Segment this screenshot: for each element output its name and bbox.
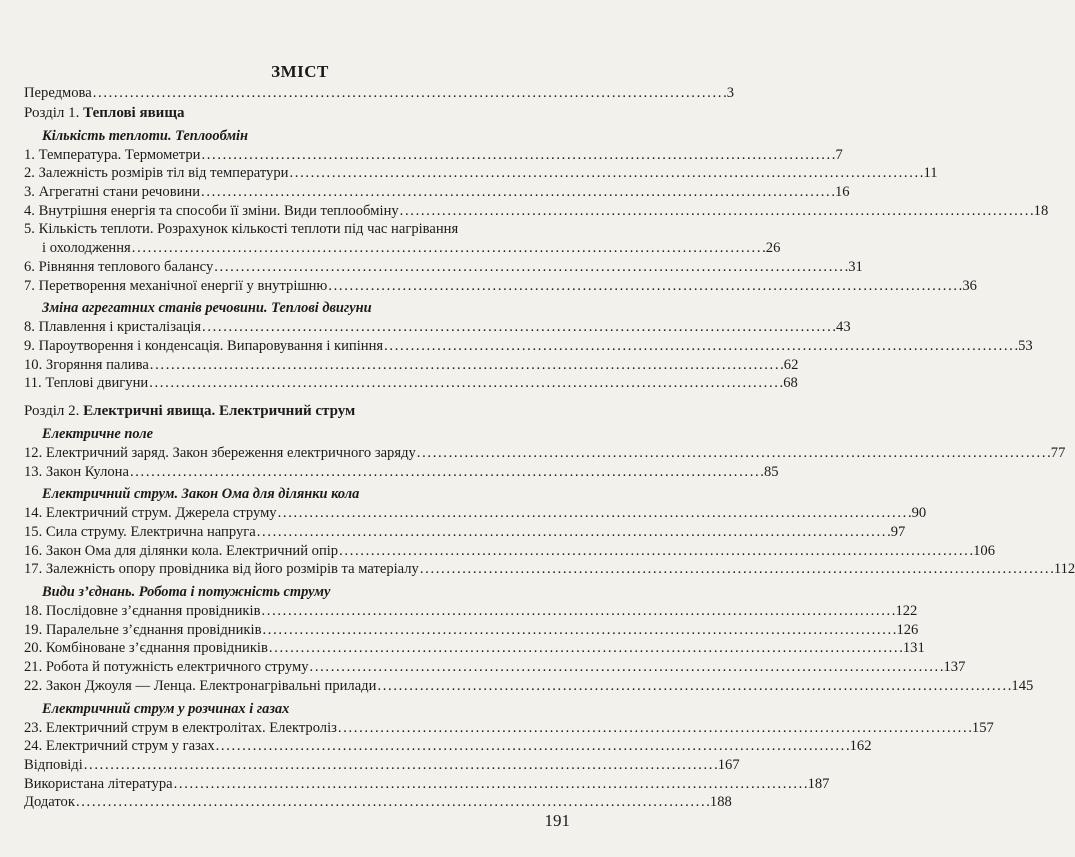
- toc-entry-label: 18. Послідовне з’єднання провідників: [24, 603, 261, 620]
- toc-entry-page: 43: [836, 319, 851, 336]
- toc-entry-label: 13. Закон Кулона: [24, 463, 129, 480]
- toc-entry-page: 7: [835, 146, 843, 163]
- toc-entry-label: 23. Електричний струм в електролітах. Електроліз: [24, 719, 337, 736]
- toc-entry-label: Використана література: [24, 775, 173, 792]
- toc-entry-label: Відповіді: [24, 756, 83, 773]
- toc-entry-label: 12. Електричний заряд. Закон збереження електричного заряду: [24, 444, 416, 461]
- leader-dots: [262, 621, 895, 640]
- leader-dots: [338, 719, 971, 738]
- leader-dots: [339, 542, 972, 561]
- toc-entry-answers: [24, 756, 740, 775]
- section-name: Електричні явища. Електричний струм: [83, 402, 356, 419]
- leader-dots: [384, 337, 1017, 356]
- toc-entry: [24, 658, 966, 677]
- toc-entry-label: 19. Паралельне з’єднання провідників: [24, 621, 262, 638]
- toc-entry-label: 24. Електричний струм у газах: [24, 738, 215, 755]
- toc-entry-page: 26: [765, 240, 781, 257]
- toc-entry-page: 167: [717, 756, 740, 773]
- toc-entry-references: [24, 775, 830, 794]
- toc-entry-label: 2. Залежність розмірів тіл від температури: [24, 165, 289, 182]
- toc-entry: [24, 374, 798, 393]
- toc-entry-page: 187: [807, 775, 830, 792]
- toc-entry-page: 16: [835, 184, 850, 201]
- toc-entry-page: 137: [943, 659, 966, 676]
- toc-entry-page: 18: [1033, 202, 1049, 219]
- toc-entry-label: Передмова: [24, 85, 92, 101]
- leader-dots: [202, 318, 835, 337]
- toc-entry-label: 9. Пароутворення і конденсація. Випаровування і кипіння: [24, 337, 384, 354]
- leader-dots: [84, 756, 717, 775]
- toc-entry: [24, 220, 570, 239]
- toc-entry-label: 1. Температура. Термометри: [24, 146, 201, 163]
- toc-entry-page: 62: [783, 356, 799, 373]
- toc-entry-label: 7. Перетворення механічної енергії у внутрішню: [24, 277, 328, 294]
- toc-entry-label: 16. Закон Ома для ділянки кола. Електричний опір: [24, 542, 339, 559]
- toc-entry: [24, 146, 843, 165]
- subsection-heading: Електричний струм. Закон Ома для ділянки кола: [42, 486, 360, 503]
- leader-dots: [420, 560, 1053, 579]
- toc-entry-preface: [24, 84, 735, 103]
- toc-entry: [24, 639, 925, 658]
- leader-dots: [132, 239, 765, 258]
- toc-entry-page: 145: [1011, 677, 1034, 694]
- toc-entry-page: 188: [709, 794, 732, 811]
- toc-entry-label: 10. Згоряння палива: [24, 356, 149, 373]
- leader-dots: [417, 444, 1050, 463]
- leader-dots: [174, 775, 807, 794]
- table-of-contents: [24, 84, 1075, 812]
- leader-dots: [150, 356, 783, 375]
- toc-entry: [24, 318, 851, 337]
- toc-entry: [24, 337, 1033, 356]
- leader-dots: [201, 146, 834, 165]
- toc-entry-label: 4. Внутрішня енергія та способи її зміни. Види теплообміну: [24, 202, 399, 219]
- toc-entry: [24, 277, 977, 296]
- toc-entry-page: 68: [783, 375, 798, 392]
- toc-entry: [24, 621, 919, 640]
- toc-entry: [24, 258, 863, 277]
- toc-entry: [24, 719, 994, 738]
- toc-entry: [24, 202, 1049, 221]
- toc-entry-page: 77: [1050, 444, 1066, 461]
- toc-entry-page: 106: [973, 542, 995, 559]
- section-heading-1: [24, 103, 570, 123]
- leader-dots: [149, 374, 782, 393]
- toc-entry-label: 22. Закон Джоуля — Ленца. Електронагрівальні прилади: [24, 677, 377, 694]
- toc-entry-page: 131: [902, 640, 925, 657]
- toc-entry-label: 8. Плавлення і кристалізація: [24, 319, 202, 336]
- toc-entry: [24, 463, 779, 482]
- toc-entry-label: Додаток: [24, 794, 75, 811]
- subsection-heading: Електричне поле: [42, 425, 154, 442]
- toc-entry: [24, 504, 927, 523]
- toc-entry-page: 90: [911, 505, 927, 522]
- toc-entry-page: 31: [848, 258, 863, 275]
- leader-dots: [328, 277, 961, 296]
- leader-dots: [261, 602, 894, 621]
- toc-entry: [24, 542, 995, 561]
- subsection-heading: Види з’єднань. Робота і потужність струму: [42, 584, 331, 601]
- toc-entry-label: 20. Комбіноване з’єднання провідників: [24, 640, 268, 657]
- toc-entry-label: 21. Робота й потужність електричного струму: [24, 659, 309, 676]
- page-title: ЗМІСТ: [271, 62, 329, 81]
- toc-entry-appendix: [24, 793, 732, 812]
- leader-dots: [214, 258, 847, 277]
- leader-dots: [289, 164, 922, 183]
- toc-entry: [24, 602, 918, 621]
- page-number: 191: [544, 811, 570, 830]
- toc-entry-label: 14. Електричний струм. Джерела струму: [24, 505, 277, 522]
- section-heading-2: [24, 401, 570, 421]
- toc-entry-label: 15. Сила струму. Електрична напруга: [24, 524, 256, 540]
- toc-entry: [24, 677, 1034, 696]
- leader-dots: [400, 202, 1033, 221]
- leader-dots: [201, 183, 834, 202]
- toc-entry-page: 53: [1018, 337, 1033, 354]
- section-prefix: Розділ 1.: [24, 104, 80, 121]
- toc-entry: [24, 183, 850, 202]
- leader-dots: [93, 84, 726, 103]
- toc-entry: [24, 560, 1075, 579]
- section-name: Теплові явища: [83, 104, 185, 121]
- toc-entry-page: 157: [971, 719, 994, 736]
- toc-entry: [24, 164, 938, 183]
- toc-entry-page: 122: [895, 603, 918, 620]
- toc-entry-page: 112: [1053, 561, 1075, 578]
- toc-entry-page: 36: [962, 277, 977, 294]
- toc-entry: [24, 356, 799, 375]
- subsection-heading: Електричний струм у розчинах і газах: [42, 700, 290, 717]
- subsection-heading: Кількість теплоти. Теплообмін: [42, 127, 249, 144]
- leader-dots: [377, 677, 1010, 696]
- toc-entry-label: 3. Агрегатні стани речовини: [24, 184, 201, 201]
- toc-entry-page: 97: [890, 524, 906, 540]
- leader-dots: [130, 463, 763, 482]
- toc-entry-continuation: [24, 239, 781, 258]
- leader-dots: [310, 658, 943, 677]
- toc-entry-label: 6. Рівняння теплового балансу: [24, 258, 214, 275]
- toc-entry: [24, 737, 872, 756]
- toc-entry-page: 126: [896, 621, 919, 638]
- toc-entry-page: 162: [849, 738, 872, 755]
- leader-dots: [257, 523, 890, 542]
- toc-entry-page: 11: [923, 165, 938, 182]
- toc-entry: [24, 523, 906, 542]
- toc-entry-page: 85: [763, 463, 779, 480]
- toc-entry-label: 5. Кількість теплоти. Розрахунок кількості теплоти під час нагрівання: [24, 221, 459, 238]
- leader-dots: [216, 737, 849, 756]
- toc-entry-label: 17. Залежність опору провідника від його розмірів та матеріалу: [24, 561, 419, 578]
- section-prefix: Розділ 2.: [24, 402, 80, 419]
- toc-entry-label: і охолодження: [42, 240, 131, 257]
- leader-dots: [278, 504, 911, 523]
- subsection-heading: Зміна агрегатних станів речовини. Теплові двигуни: [42, 300, 372, 317]
- leader-dots: [269, 639, 902, 658]
- toc-entry-page: 3: [726, 85, 735, 101]
- toc-entry-label: 11. Теплові двигуни: [24, 375, 149, 392]
- toc-entry: [24, 444, 1066, 463]
- leader-dots: [76, 793, 709, 812]
